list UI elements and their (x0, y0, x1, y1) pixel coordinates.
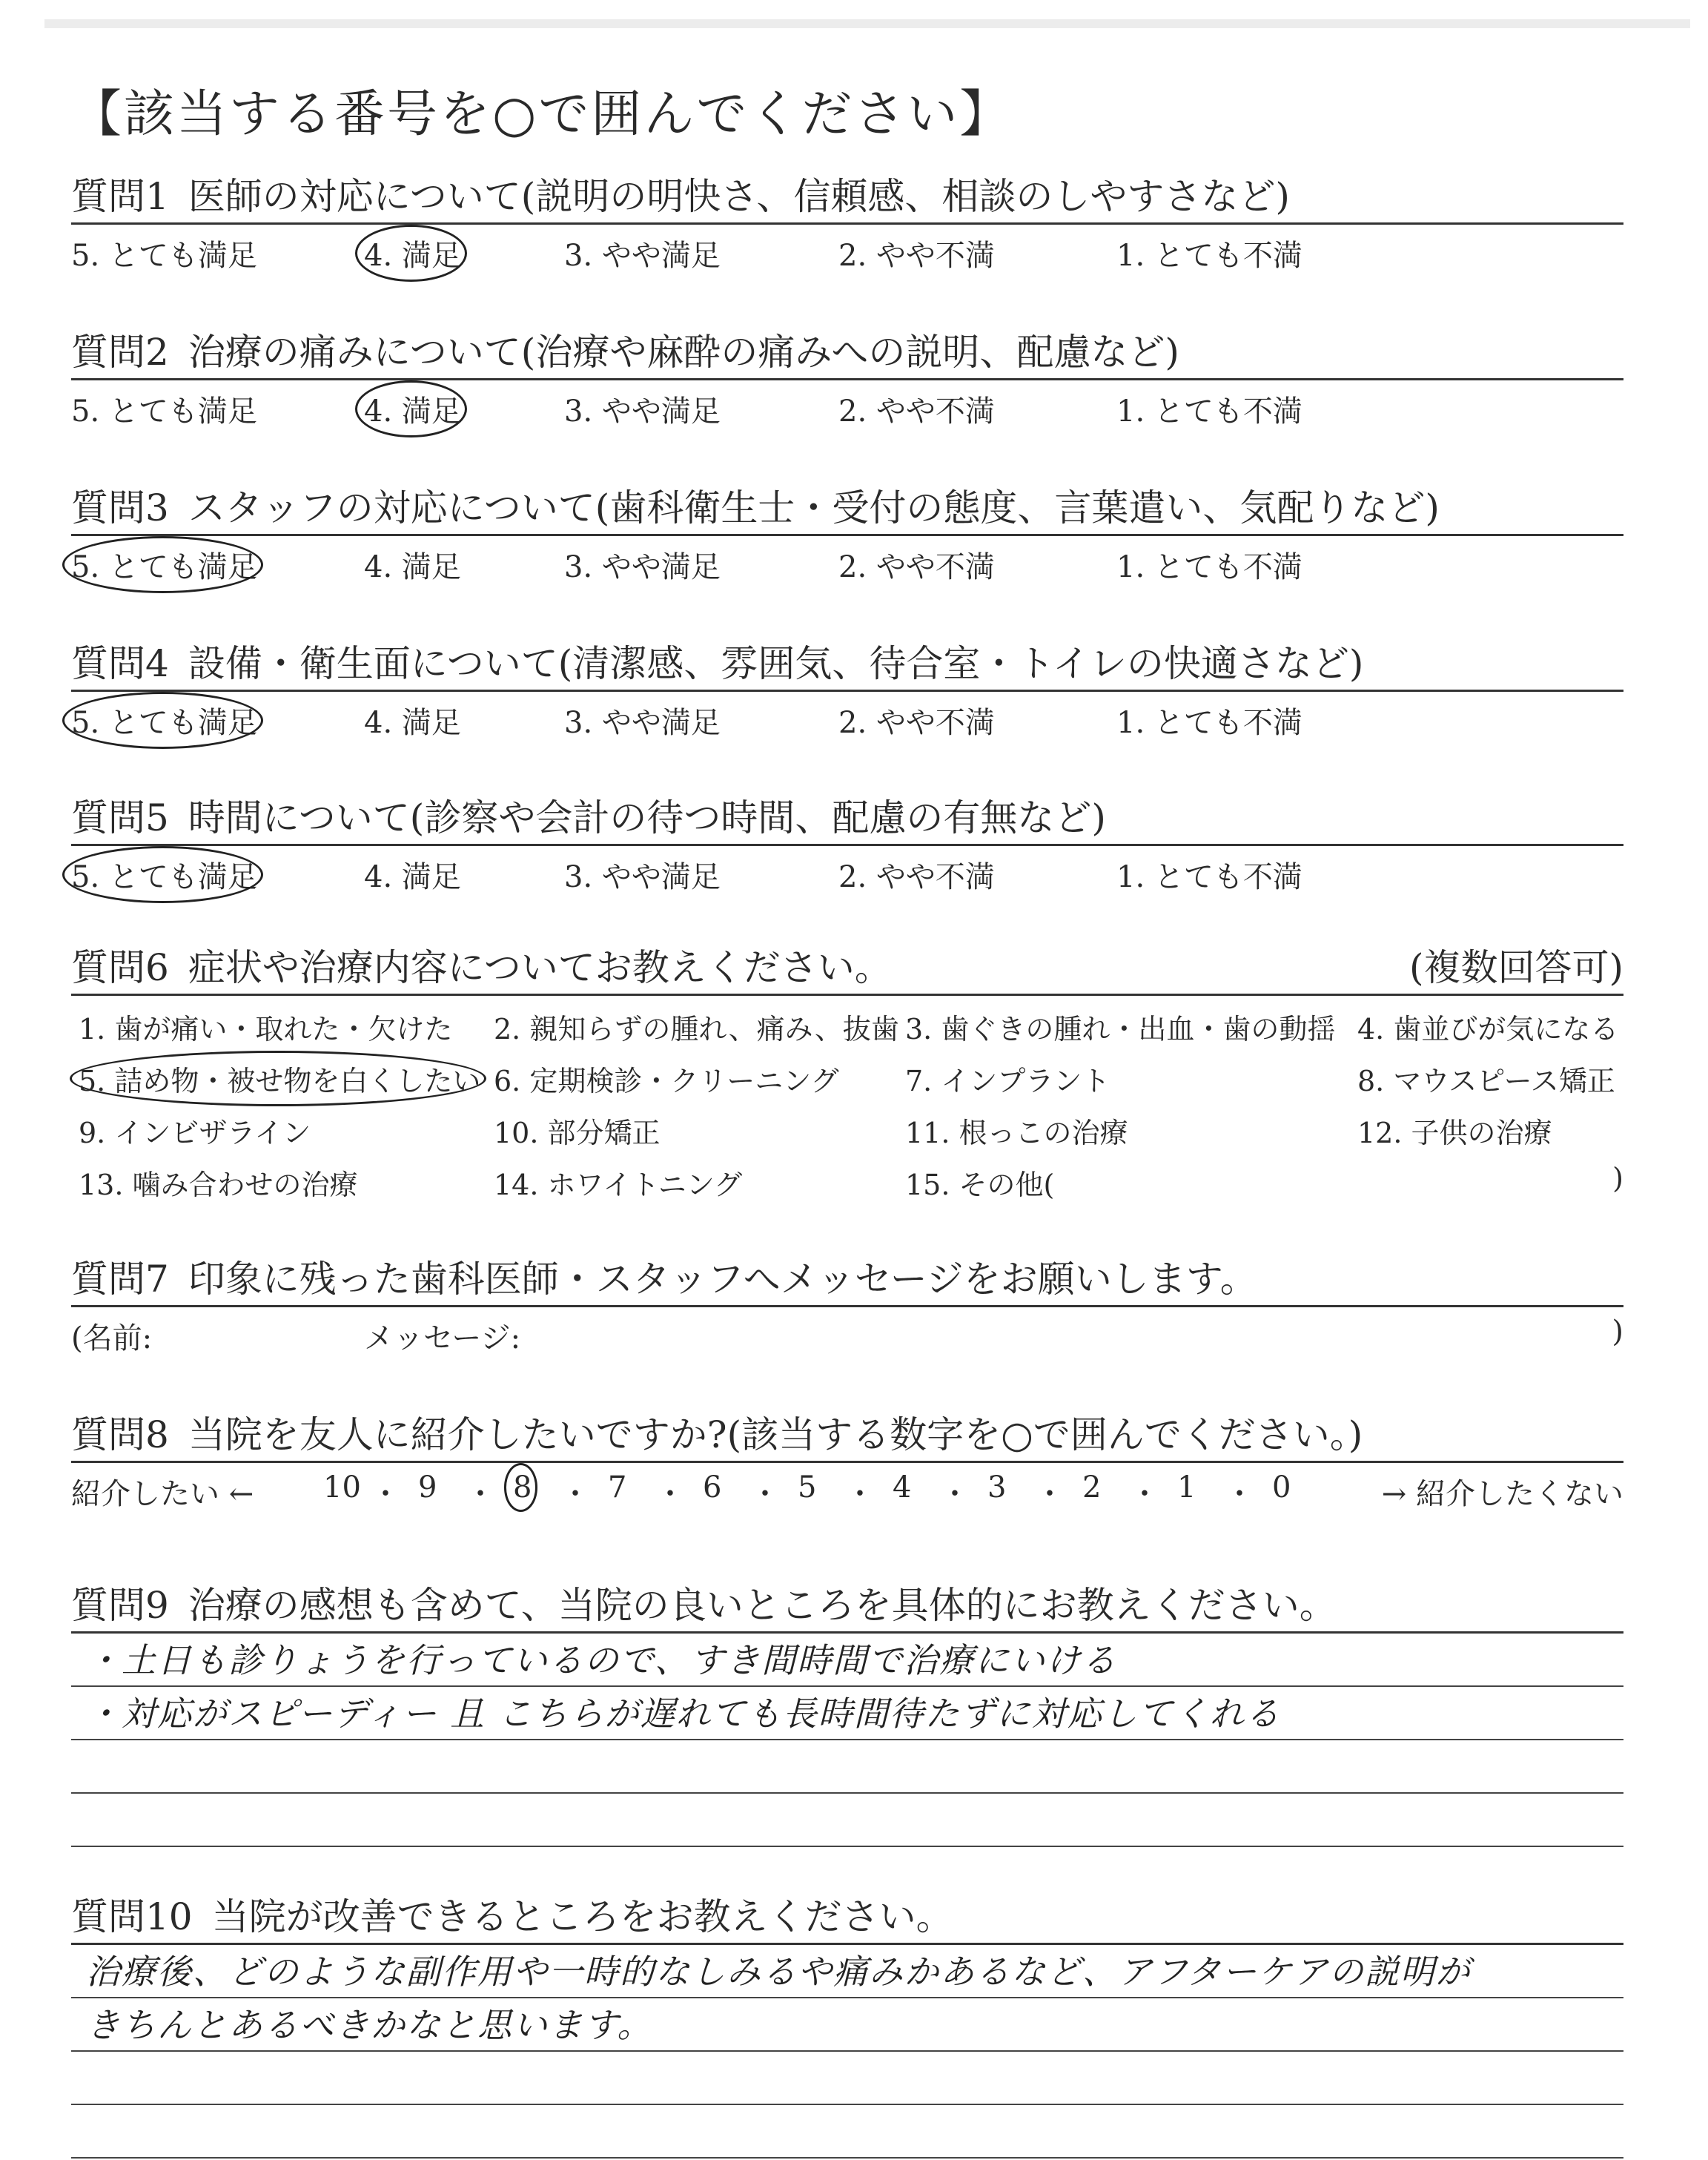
answer-line (71, 1740, 1623, 1794)
question-number: 質問7 (71, 1258, 169, 1301)
scale-separator: ・ (560, 1477, 590, 1511)
symptom-option[interactable]: 10. 部分矯正 (494, 1117, 661, 1149)
question-5 (71, 792, 1623, 894)
question-number: 質問8 (71, 1413, 169, 1456)
scale-number[interactable]: 6 (703, 1470, 722, 1505)
rating-option[interactable]: 2. やや不満 (838, 706, 995, 740)
scale-number[interactable]: 5 (798, 1470, 817, 1505)
scale-separator: ・ (1225, 1477, 1254, 1511)
question-number: 質問4 (71, 642, 169, 685)
scale-number[interactable]: 8 (513, 1470, 532, 1505)
answer-line (71, 2105, 1623, 2159)
question-9 (71, 1579, 1623, 1847)
symptom-option[interactable]: 15. その他( (905, 1169, 1055, 1201)
question-title: 設備・衛生面について(清潔感、雰囲気、待合室・トイレの快適さなど) (188, 642, 1364, 685)
scale-separator: ・ (750, 1477, 780, 1511)
name-label: (名前: (71, 1321, 153, 1355)
question-10 (71, 1891, 1623, 2159)
symptom-option[interactable]: 4. 歯並びが気になる (1357, 1013, 1619, 1046)
handwritten-answer: ・対応がスピーディー 且 こちらが遅れても長時間待たずに対応してくれる (86, 1694, 1281, 1734)
question-number: 質問2 (71, 331, 169, 374)
answer-line (71, 2052, 1623, 2105)
rating-option[interactable]: 3. やや満足 (564, 550, 721, 584)
rating-option[interactable]: 1. とても不満 (1116, 706, 1302, 740)
rating-option[interactable]: 4. 満足 (364, 860, 461, 894)
answer-line (71, 1794, 1623, 1847)
scale-number[interactable]: 7 (608, 1470, 627, 1505)
rating-option[interactable]: 2. やや不満 (838, 550, 995, 584)
symptom-option[interactable]: 3. 歯ぐきの腫れ・出血・歯の動揺 (905, 1013, 1336, 1046)
answer-line (71, 1998, 1623, 2052)
scale-left-label: 紹介したい ← (71, 1477, 254, 1511)
symptom-option[interactable]: 8. マウスピース矯正 (1357, 1065, 1615, 1097)
question-4 (71, 638, 1623, 739)
rating-option[interactable]: 1. とても不満 (1116, 239, 1302, 273)
question-number: 質問1 (71, 175, 169, 218)
scale-separator: ・ (1035, 1477, 1065, 1511)
scale-number[interactable]: 2 (1082, 1470, 1102, 1505)
handwritten-answer: きちんとあるべきかなと思います。 (86, 2005, 653, 2045)
question-title: スタッフの対応について(歯科衛生士・受付の態度、言葉遣い、気配りなど) (188, 486, 1440, 529)
rating-option[interactable]: 5. とても満足 (71, 699, 257, 742)
question-number: 質問6 (71, 946, 169, 989)
handwritten-answer: ・土日も診りょうを行っているので、すき間時間で治療にいける (86, 1640, 1118, 1680)
question-number: 質問10 (71, 1895, 193, 1938)
scale-separator: ・ (1130, 1477, 1159, 1511)
top-border (44, 19, 1690, 28)
scale-number[interactable]: 3 (987, 1470, 1007, 1505)
symptom-option[interactable]: 13. 噛み合わせの治療 (79, 1169, 358, 1201)
page-heading: 【該当する番号を○で囲んでください】 (71, 85, 1013, 144)
scale-separator: ・ (466, 1477, 495, 1511)
rating-option[interactable]: 5. とても満足 (71, 853, 257, 896)
rating-option[interactable]: 4. 満足 (364, 550, 461, 584)
handwritten-answer: 治療後、どのような副作用や一時的なしみるや痛みかあるなど、アフターケアの説明が (86, 1952, 1472, 1992)
question-number: 質問3 (71, 486, 169, 529)
question-title: 治療の痛みについて(治療や麻酔の痛みへの説明、配慮など) (188, 331, 1179, 374)
rating-option[interactable]: 5. とても満足 (71, 544, 257, 586)
rating-option[interactable]: 2. やや不満 (838, 860, 995, 894)
symptom-option[interactable]: 14. ホワイトニング (494, 1169, 743, 1201)
question-title: 当院が改善できるところをお教えください。 (211, 1895, 953, 1938)
rating-option[interactable]: 1. とても不満 (1116, 394, 1302, 429)
rating-option[interactable]: 3. やや満足 (564, 860, 721, 894)
scale-separator: ・ (940, 1477, 970, 1511)
rating-option[interactable]: 3. やや満足 (564, 706, 721, 740)
question-number: 質問5 (71, 796, 169, 839)
scale-number[interactable]: 9 (418, 1470, 437, 1505)
question-title: 印象に残った歯科医師・スタッフへメッセージをお願いします。 (188, 1258, 1257, 1301)
rating-option[interactable]: 2. やや不満 (838, 394, 995, 429)
message-label: メッセージ: (364, 1321, 521, 1355)
answer-line (71, 1634, 1623, 1687)
question-title: 医師の対応について(説明の明快さ、信頼感、相談のしやすさなど) (188, 175, 1290, 218)
question-8 (71, 1409, 1623, 1510)
question-title: 時間について(診察や会計の待つ時間、配慮の有無など) (188, 796, 1106, 839)
scale-separator: ・ (371, 1477, 400, 1511)
closing-paren: ) (1612, 1162, 1623, 1195)
scale-number[interactable]: 0 (1272, 1470, 1291, 1505)
symptom-options (71, 996, 1623, 1218)
question-6 (71, 942, 1623, 1218)
question-title: 症状や治療内容についてお教えください。 (188, 946, 892, 989)
scale-separator: ・ (845, 1477, 875, 1511)
scale-number[interactable]: 4 (893, 1470, 912, 1505)
question-1 (71, 171, 1623, 272)
rating-option[interactable]: 2. やや不満 (838, 239, 995, 273)
rating-option[interactable]: 1. とても不満 (1116, 860, 1302, 894)
symptom-option[interactable]: 7. インプラント (905, 1065, 1110, 1097)
symptom-option[interactable]: 6. 定期検診・クリーニング (494, 1065, 839, 1097)
question-7 (71, 1253, 1623, 1355)
rating-option[interactable]: 1. とても不満 (1116, 550, 1302, 584)
rating-option[interactable]: 5. とても満足 (71, 239, 257, 273)
question-number: 質問9 (71, 1584, 169, 1627)
symptom-option[interactable]: 11. 根っこの治療 (905, 1117, 1128, 1149)
scale-right-label: → 紹介したくない (1381, 1477, 1623, 1511)
scale-number[interactable]: 1 (1177, 1470, 1196, 1505)
answer-line (71, 1945, 1623, 1998)
question-title: 治療の感想も含めて、当院の良いところを具体的にお教えください。 (188, 1584, 1337, 1627)
recommend-scale (71, 1463, 1623, 1510)
symptom-option[interactable]: 2. 親知らずの腫れ、痛み、抜歯 (494, 1013, 899, 1046)
question-3 (71, 482, 1623, 584)
symptom-option[interactable]: 12. 子供の治療 (1357, 1117, 1552, 1149)
answer-line (71, 1687, 1623, 1740)
rating-option[interactable]: 3. やや満足 (564, 239, 721, 273)
closing-paren: ) (1612, 1315, 1623, 1349)
rating-option[interactable]: 3. やや満足 (564, 394, 721, 429)
multiple-answer-note: (複数回答可) (1409, 946, 1623, 989)
question-title: 当院を友人に紹介したいですか?(該当する数字を○で囲んでください。) (188, 1413, 1363, 1456)
scale-number[interactable]: 10 (323, 1470, 361, 1505)
scale-separator: ・ (655, 1477, 685, 1511)
symptom-option[interactable]: 5. 詰め物・被せ物を白くしたい (79, 1058, 480, 1099)
question-2 (71, 326, 1623, 428)
rating-option[interactable]: 4. 満足 (364, 706, 461, 740)
symptom-option[interactable]: 1. 歯が痛い・取れた・欠けた (79, 1013, 453, 1046)
symptom-option[interactable]: 9. インビザライン (79, 1117, 311, 1149)
rating-option[interactable]: 4. 満足 (364, 388, 461, 430)
rating-option[interactable]: 5. とても満足 (71, 394, 257, 429)
rating-option[interactable]: 4. 満足 (364, 232, 461, 274)
